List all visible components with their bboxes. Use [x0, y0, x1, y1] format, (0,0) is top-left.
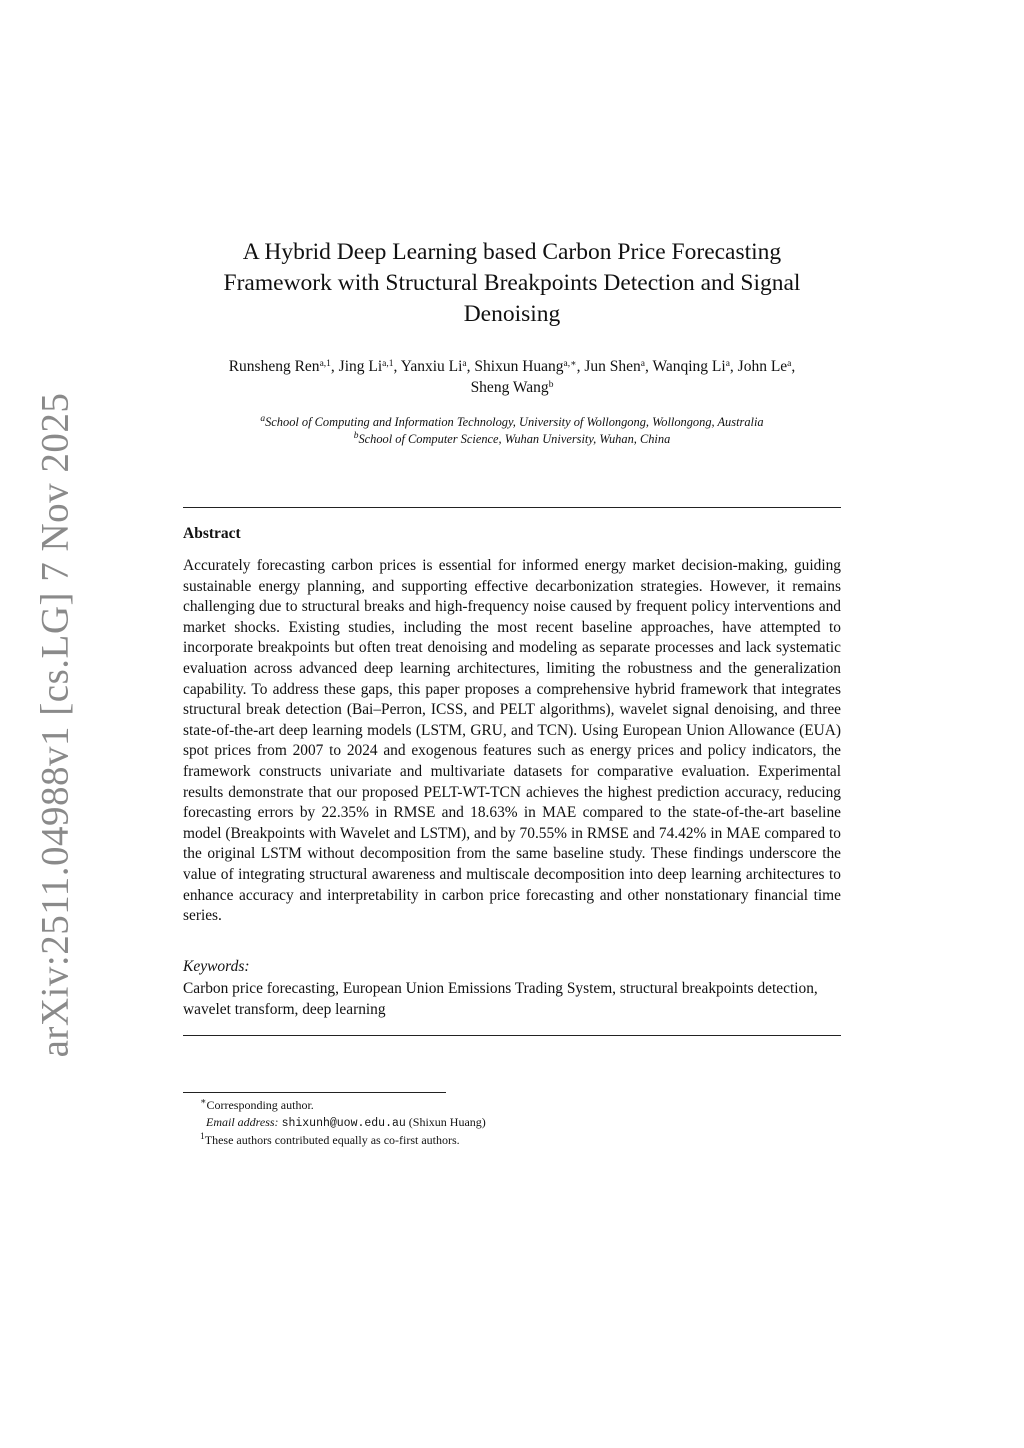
author-separator: ,: [791, 358, 796, 375]
footnote-mark: 1: [200, 1132, 205, 1142]
footnote-corresponding: [200, 1097, 486, 1114]
email-label: Email address:: [206, 1114, 279, 1129]
author-separator: ,: [466, 358, 475, 375]
author-name: Yanxiu Li: [400, 358, 463, 375]
arxiv-identifier-stamp: arXiv:2511.04988v1 [cs.LG] 7 Nov 2025: [33, 392, 77, 1058]
author-affiliation-mark: a: [787, 359, 792, 369]
keywords-heading: Keywords:: [183, 958, 250, 975]
affiliation-text: School of Computer Science, Wuhan University, Wuhan, China: [358, 432, 671, 446]
author-name: John Le: [737, 358, 788, 375]
author-line-2: [183, 377, 841, 398]
abstract-body: Accurately forecasting carbon prices is essential for informed energy market decision-making, guiding sustainable energy planning, and supporting effective decarbonization strategies. However, it remains challenging due to structural breaks and high-frequency noise caused by frequent policy interventions and market shocks. Existing studies, including the most recent baseline approaches, have attempted to incorporate breakpoints but often treat denoising and modeling as separate processes and lack systematic evaluation across advanced deep learning architectures, limiting the robustness and the generalization capability. To address these gaps, this paper proposes a comprehensive hybrid framework that integrates structural break detection (Bai–Perron, ICSS, and PELT algorithms), wavelet signal denoising, and three state-of-the-art deep learning models (LSTM, GRU, and TCN). Using European Union Allowance (EUA) spot prices from 2007 to 2024 and exogenous features such as energy prices and policy indicators, the framework constructs univariate and multivariate datasets for comparative evaluation. Experimental results demonstrate that our proposed PELT-WT-TCN achieves the highest prediction accuracy, reducing forecasting errors by 22.35% in RMSE and 18.63% in MAE compared to the state-of-the-art baseline model (Breakpoints with Wavelet and LSTM), and by 70.55% in RMSE and 74.42% in MAE compared to the original LSTM without decomposition from the same baseline study. These findings underscore the value of integrating structural awareness and multiscale decomposition into deep learning architectures to enhance accuracy and interpretability in carbon price forecasting and other nonstationary financial time series.: [183, 557, 841, 925]
author-name: Runsheng Ren: [228, 358, 320, 375]
author-affiliation-mark: a: [462, 359, 467, 369]
author-separator: ,: [576, 358, 585, 375]
author-name: Shixun Huang: [474, 358, 564, 375]
author-name: Jun Shen: [584, 358, 641, 375]
title-line-1: A Hybrid Deep Learning based Carbon Price Forecasting: [242, 239, 782, 265]
footnotes: [200, 1097, 486, 1149]
footnote-text: Corresponding author.: [206, 1098, 314, 1112]
author-affiliation-mark: a: [640, 359, 645, 369]
author-affiliation-mark: a: [725, 359, 730, 369]
author-line-1: [183, 356, 841, 377]
author-affiliation-mark: b: [548, 380, 554, 390]
footnote-cofirst: [200, 1132, 486, 1149]
affiliation-text: School of Computing and Information Technology, University of Wollongong, Wollongong, Australia: [265, 415, 764, 429]
keywords-body: Carbon price forecasting, European Union Emissions Trading System, structural breakpoints detection, wavelet transform, deep learning: [183, 980, 818, 1018]
author-name: Jing Li: [338, 358, 383, 375]
footnote-text: These authors contributed equally as co-first authors.: [204, 1133, 460, 1147]
author-affiliation-mark: a,1: [319, 359, 331, 369]
author-affiliation-mark: a,∗: [563, 359, 577, 369]
affiliation-list: [183, 414, 841, 448]
title-line-3: Denoising: [463, 301, 561, 327]
author-separator: ,: [393, 358, 401, 375]
abstract-heading: Abstract: [183, 525, 241, 542]
footnote-mark: ∗: [200, 1097, 207, 1107]
affiliation-item: [183, 414, 841, 431]
author-name: Wanqing Li: [652, 358, 726, 375]
paper-title: [183, 237, 841, 330]
affiliation-mark: b: [353, 431, 359, 441]
affiliation-item: [183, 431, 841, 448]
abstract-top-rule: [183, 507, 841, 508]
author-separator: ,: [330, 358, 339, 375]
title-line-2: Framework with Structural Breakpoints Detection and Signal: [223, 270, 801, 296]
email-address-link[interactable]: shixunh@uow.edu.au: [281, 1116, 406, 1130]
author-separator: ,: [644, 358, 653, 375]
email-owner: (Shixun Huang): [408, 1114, 486, 1129]
author-affiliation-mark: a,1: [382, 359, 394, 369]
author-name: Sheng Wang: [470, 379, 549, 396]
affiliation-mark: a: [260, 414, 266, 424]
author-separator: ,: [729, 358, 738, 375]
footnote-rule: [183, 1092, 446, 1093]
author-list: [183, 356, 841, 398]
abstract-bottom-rule: [183, 1035, 841, 1036]
footnote-email: [200, 1114, 486, 1133]
